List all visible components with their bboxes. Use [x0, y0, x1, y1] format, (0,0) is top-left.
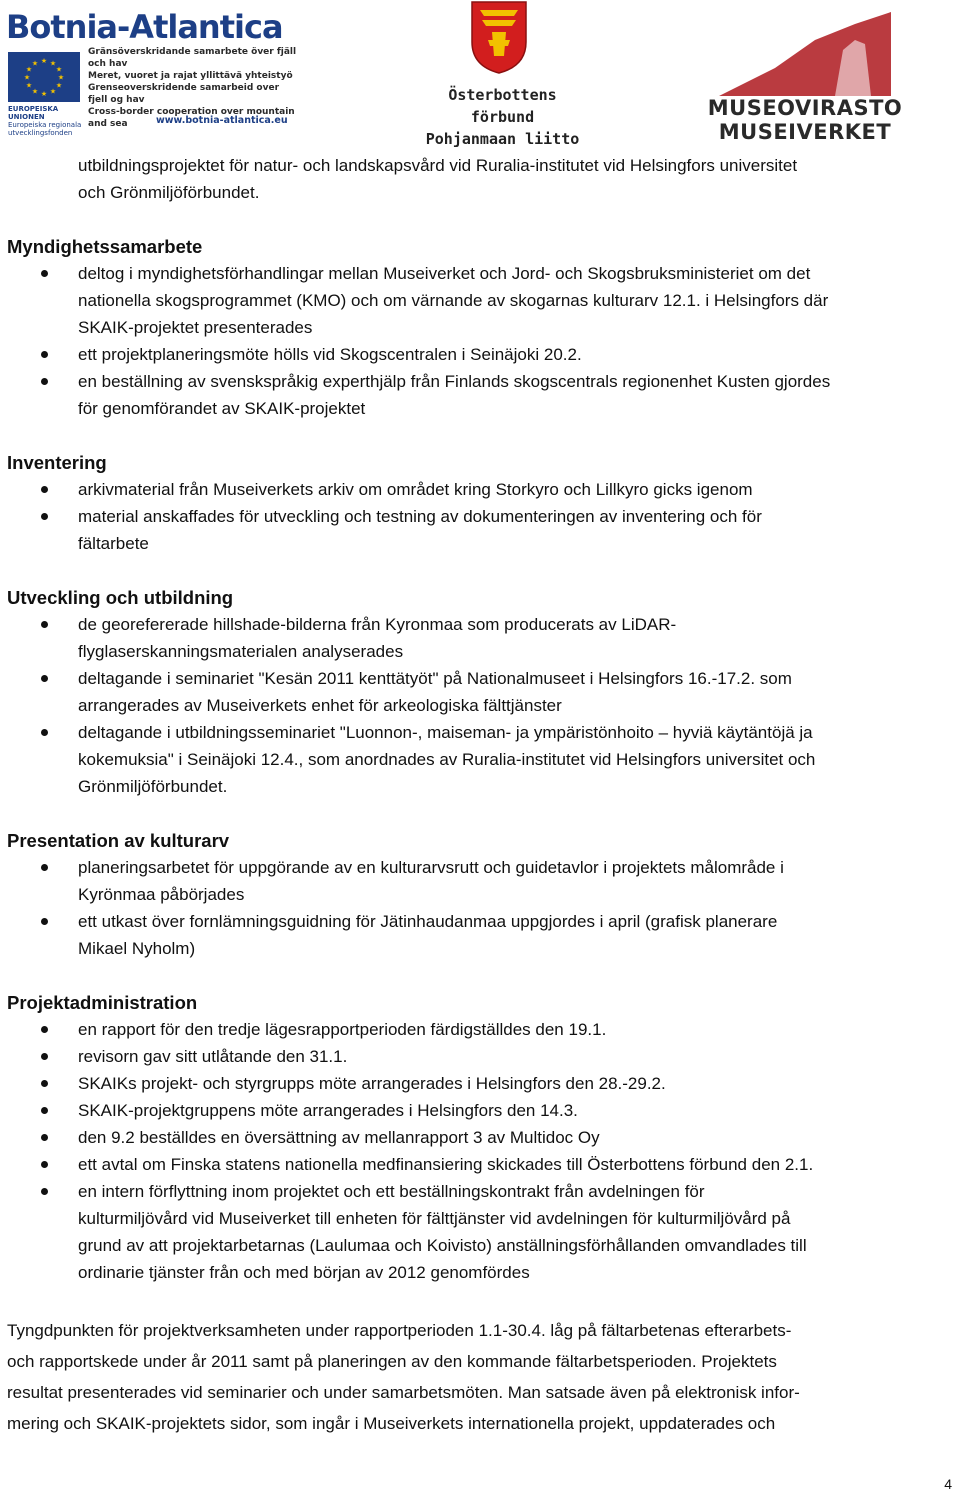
museiverket-name: MUSEOVIRASTO MUSEIVERKET [707, 96, 903, 144]
svg-text:★: ★ [57, 73, 65, 82]
svg-text:★: ★ [55, 81, 63, 90]
list-item: deltagande i seminariet "Kesän 2011 kenttätyöt" på Nationalmuseet i Helsingfors 16.-17.2. som arrangerades av Museiverkets enhet för arkeologiska fälttjänster [7, 665, 952, 719]
coat-of-arms-icon [470, 0, 528, 75]
section-inventering [7, 449, 952, 557]
section-heading: Inventering [7, 452, 107, 473]
svg-text:★: ★ [25, 81, 33, 90]
page-header [0, 0, 960, 148]
section-myndighetssamarbete [7, 233, 952, 422]
section-utveckling-och-utbildning [7, 584, 952, 800]
eu-flag-icon [8, 52, 80, 102]
list-item: ett projektplaneringsmöte hölls vid Skogscentralen i Seinäjoki 20.2. [7, 341, 952, 368]
list-item: en beställning av svenskspråkig experthjälp från Finlands skogscentrals regionenhet Kusten gjordes för genomförandet av SKAIK-projektet [7, 368, 952, 422]
svg-text:★: ★ [31, 87, 39, 96]
list-item: ett avtal om Finska statens nationella medfinansiering skickades till Österbottens förbund den 2.1. [7, 1151, 952, 1178]
section-heading: Presentation av kulturarv [7, 830, 230, 851]
list-item: deltagande i utbildningsseminariet "Luonnon-, maiseman- ja ympäristönhoito – hyviä käytäntöjä ja kokemuksia" i Seinäjoki 12.4., som anordnades av Ruralia-institutet vid Helsingfors universitet och Grönmiljöförbundet. [7, 719, 952, 800]
svg-text:★: ★ [25, 65, 33, 74]
document-body [7, 152, 952, 1439]
osterbotten-name: Österbottens förbund Pohjanmaan liitto [425, 86, 580, 148]
intro-paragraph: utbildningsprojektet för natur- och landskapsvård vid Ruralia-institutet vid Helsingfors universitet och Grönmiljöförbundet. [78, 156, 798, 202]
museum-mark-icon [715, 10, 895, 98]
list-item: material anskaffades för utveckling och testning av dokumenteringen av inventering och för fältarbete [7, 503, 952, 557]
section-projektadministration [7, 989, 952, 1286]
list-item: planeringsarbetet för uppgörande av en kulturarvsrutt och guidetavlor i projektets målområde i Kyrönmaa påbörjades [7, 854, 952, 908]
list-item: arkivmaterial från Museiverkets arkiv om området kring Storkyro och Lillkyro gicks igenom [7, 476, 952, 503]
botnia-logo-title: Botnia-Atlantica [6, 8, 283, 46]
svg-text:★: ★ [55, 65, 63, 74]
eu-caption: EUROPEISKA UNIONEN Europeiska regionala utvecklingsfonden [8, 105, 82, 137]
list-item: den 9.2 beställdes en översättning av mellanrapport 3 av Multidoc Oy [7, 1124, 952, 1151]
osterbottens-forbund-logo [415, 0, 590, 148]
closing-paragraph: Tyngdpunkten för projektverksamheten under rapportperioden 1.1-30.4. låg på fältarbetenas efterarbets- och rapportskede under år 2011 samt på planeringen av den kommande fältarbetsperioden. Projektets resultat presenterades vid seminarier och under samarbetsmöten. Man satsade även på elektronisk infor- mering och SKAIK-projektets sidor, som ingår i Museiverkets internationella projekt, uppdaterades och [7, 1321, 800, 1433]
list-item: ett utkast över fornlämningsguidning för Jätinhaudanmaa uppgjordes i april (grafisk planerare Mikael Nyholm) [7, 908, 952, 962]
section-heading: Utveckling och utbildning [7, 587, 234, 608]
list-item: de georefererade hillshade-bilderna från Kyronmaa som producerats av LiDAR- flyglaserskanningsmaterialen analyserades [7, 611, 952, 665]
svg-text:★: ★ [40, 90, 48, 98]
svg-text:★: ★ [23, 73, 31, 82]
svg-text:★: ★ [49, 59, 57, 68]
botnia-url: www.botnia-atlantica.eu [156, 115, 288, 126]
list-item: deltog i myndighetsförhandlingar mellan Museiverket och Jord- och Skogsbruksministeriet om det nationella skogsprogrammet (KMO) och om värnande av skogarnas kulturarv 12.1. i Helsingfors där SKAIK-projektet presenterades [7, 260, 952, 341]
svg-text:★: ★ [49, 87, 57, 96]
list-item: en intern förflyttning inom projektet och ett beställningskontrakt från avdelningen för kulturmiljövård vid Museiverket till enheten för fälttjänster vid avdelningen för kulturmiljövård på grund av att projektarbetarnas (Laulumaa och Koivisto) anställningsförhållanden omvandlades till ordinarie tjänster från och med början av 2012 genomfördes [7, 1178, 952, 1286]
svg-text:★: ★ [40, 57, 48, 65]
page-number: 4 [944, 1476, 952, 1492]
botnia-atlantica-logo [6, 8, 297, 137]
section-heading: Myndighetssamarbete [7, 236, 203, 257]
museiverket-logo [705, 10, 903, 144]
list-item: en rapport för den tredje lägesrapportperioden färdigställdes den 19.1. [7, 1016, 952, 1043]
section-heading: Projektadministration [7, 992, 198, 1013]
botnia-tagline: Gränsöverskridande samarbete över fjäll och hav Meret, vuoret ja rajat yllittävä yhteistyö Grenseoverskridende samarbeid over fjell og hav Cross-border cooperation over mountain and sea [88, 47, 297, 129]
list-item: revisorn gav sitt utlåtande den 31.1. [7, 1043, 952, 1070]
list-item: SKAIKs projekt- och styrgrupps möte arrangerades i Helsingfors den 28.-29.2. [7, 1070, 952, 1097]
svg-text:★: ★ [31, 59, 39, 68]
list-item: SKAIK-projektgruppens möte arrangerades i Helsingfors den 14.3. [7, 1097, 952, 1124]
section-presentation-av-kulturarv [7, 827, 952, 962]
